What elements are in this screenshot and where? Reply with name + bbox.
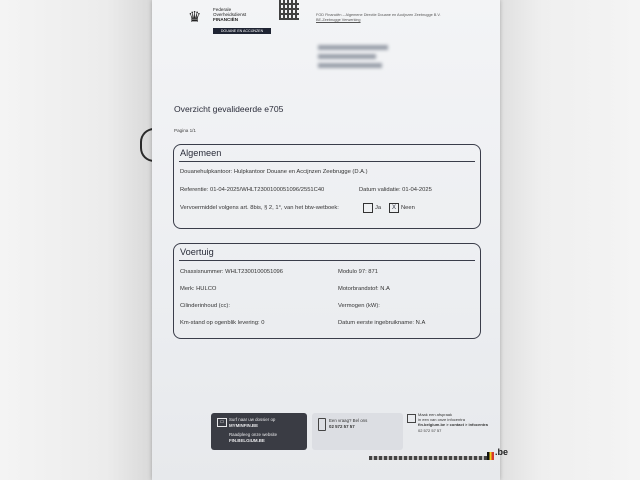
phone-intro: Een vraag? Bel ons [329,418,368,423]
cilinderinhoud: Cilinderinhoud (cc): [180,303,230,309]
algemeen-section [173,144,481,229]
appointment-line-2: in een van onze infocentra [418,417,465,422]
org-name [213,7,273,23]
sender-line-1: FOD Financiën – Algemene Directie Douane en Accijnzen Zeebrugge B.V. [316,13,441,17]
qr-code-icon [279,0,299,20]
modulo-97: Modulo 97: 871 [338,269,378,275]
vermogen: Vermogen (kW): [338,303,380,309]
org-line-1: Federale [213,7,232,12]
footer [169,407,509,459]
algemeen-title: Algemeen [180,148,222,158]
motorbrandstof: Motorbrandstof: N.A [338,286,390,292]
appointment-link[interactable]: fin.belgium.be > contact > infocentra [418,422,488,427]
document-page [152,0,509,480]
phone-block [312,413,403,450]
photo-background-right [500,0,640,480]
section-divider [179,260,475,261]
voertuig-title: Voertuig [180,247,214,257]
datum-eerste-ingebruikname: Datum eerste ingebruikname: N.A [338,320,426,326]
douanekantoor: Douanehulpkantoor: Hulpkantoor Douane en Accijnzen Zeebrugge (D.A.) [180,169,368,175]
myminfin-block [211,413,307,450]
org-subtitle: DOUANE EN ACCIJNZEN [213,28,271,34]
myminfin-link[interactable]: MYMINFIN.BE [229,423,259,428]
org-line-2: Overheidsdienst [213,12,247,18]
ja-checkbox [363,203,373,213]
datum-validatie: Datum validatie: 01-04-2025 [359,187,432,193]
monitor-icon: ▭ [217,418,227,427]
neen-checkbox: X [389,203,399,213]
be-logo: .be [495,447,509,457]
recipient-address-redacted [318,45,388,71]
fod-financien-logo [188,7,268,35]
chassisnummer: Chassisnummer: WHLT2300100051096 [180,269,284,275]
appointment-line-1: Maak een afspraak [418,412,453,417]
footer-strip [369,456,494,460]
sender-address [316,13,466,23]
myminfin-intro: Surf naar uw dossier op [229,417,276,422]
belgian-flag-icon [487,452,494,460]
page-number: Pagina 1/1 [174,128,196,133]
document-title: Overzicht gevalideerde e705 [174,104,284,114]
appointment-phone: 02 572 57 57 [418,428,442,433]
org-line-3: FINANCIËN [213,17,239,23]
vervoermiddel-question: Vervoermiddel volgens art. 8bis, § 2, 1°, van het btw-wetboek: [180,205,339,211]
fin-belgium-link[interactable]: FIN.BELGIUM.BE [229,438,265,443]
photo-background-left [0,0,152,480]
voertuig-section [173,243,481,339]
km-stand: Km-stand op ogenblik levering: 0 [180,320,265,326]
belgian-crest-icon: ♛ [188,9,202,26]
phone-number: 02 572 57 57 [329,424,355,429]
website-intro: Raadpleeg onze website [229,432,278,437]
merk: Merk: HULCO [180,286,217,292]
phone-icon [318,418,326,431]
calendar-icon [407,414,416,423]
sender-line-2: BE-Zeebrugge Verwerking [316,18,361,22]
appointment-block [407,413,487,450]
neen-label: Neen [401,205,415,211]
referentie: Referentie: 01-04-2025/WHLT2300100051096/2551C40 [180,187,325,193]
section-divider [179,161,475,162]
ja-label: Ja [375,205,382,211]
